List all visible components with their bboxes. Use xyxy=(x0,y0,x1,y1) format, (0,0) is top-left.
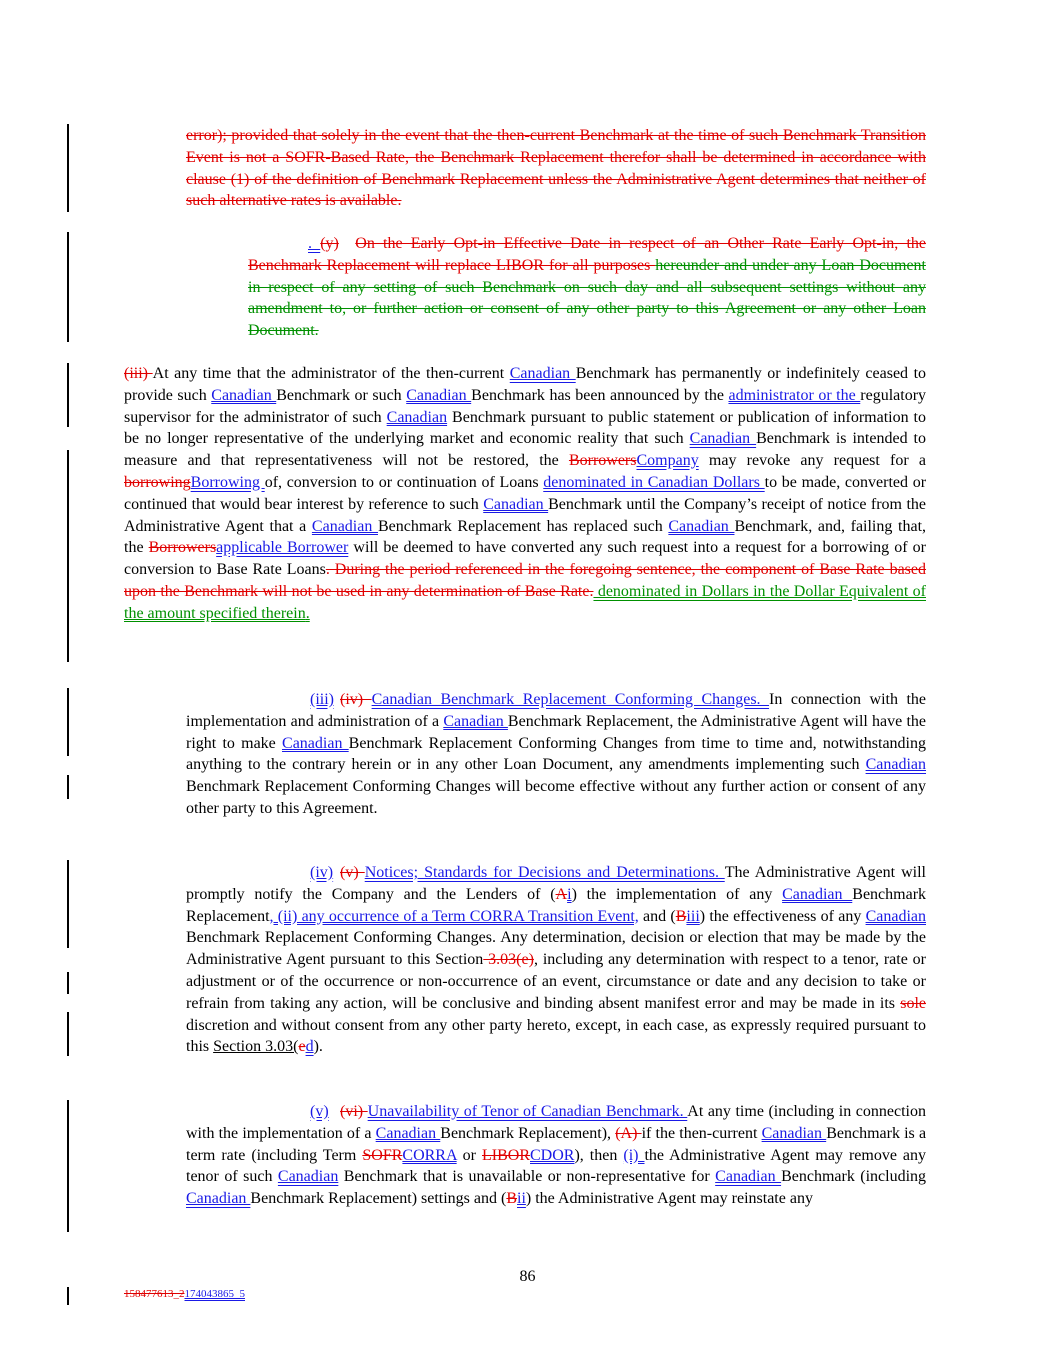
deleted-text: SOFR xyxy=(362,1146,403,1164)
section-number: (v) xyxy=(310,1103,329,1120)
text: ), then xyxy=(574,1146,624,1164)
moved-inserted-text: denominated in Dollars in the Dollar Equivalent of the amount specified therein xyxy=(124,582,926,622)
inserted-text: Canadian xyxy=(311,517,378,535)
deleted-text: . During the period referenced in the foregoing sentence, the component of Base Rate based upon the Benchmark will not be used in any determination of Base Rate. xyxy=(124,561,927,600)
moved-paragraph-y xyxy=(248,233,926,342)
inserted-text: Company xyxy=(636,452,699,470)
inserted-text: denominated in Canadian Dollars xyxy=(543,473,765,491)
change-bar xyxy=(67,1012,69,1056)
text: At any time (including in connection with the implementation of a xyxy=(186,1103,926,1142)
inserted-text: Canadian xyxy=(782,885,853,903)
text: Benchmark Replacement xyxy=(186,885,927,925)
text: may revoke any request for a xyxy=(698,452,927,470)
section-unavailability-of-tenor xyxy=(186,1101,926,1210)
inserted-text: , (ii) any occurrence of a Term CORRA Transition Event, xyxy=(269,907,639,925)
inserted-text: . xyxy=(308,235,321,252)
text: discretion and without consent from any other party hereto, except, in each case, as expressly required pursuant to this xyxy=(186,1016,926,1056)
inserted-text: Canadian xyxy=(668,517,735,535)
deleted-text: error); xyxy=(186,127,232,144)
page-number: 86 xyxy=(519,1268,536,1285)
text: Benchmark has been announced by the xyxy=(471,386,729,404)
text: ) the Administrative Agent may reinstate any xyxy=(525,1190,813,1208)
moved-text: hereunder and under any Loan Document in respect of any setting of such Benchmark on such day and all subsequent settings without any amendment to, or further action or consent of any other party to this Agreement or any other Loan Document. xyxy=(248,256,926,340)
text: if the then-current xyxy=(641,1124,762,1142)
inserted-text: d xyxy=(305,1038,314,1056)
text: Benchmark pursuant to public statement or publication of information to be no longer representative of the underlying market and economic reality that such xyxy=(124,408,927,448)
text: , including any determination with respect to a tenor, rate or adjustment or of the occurrence or non-occurrence of an event, circumstance or date and any decision to take or refrain from taking any action, will be conclusive and binding absent manifest error and may be made in its xyxy=(186,951,927,1012)
text: to be made, converted or continued that would bear interest by reference to such xyxy=(124,473,927,513)
change-bar xyxy=(67,450,69,662)
section-heading: Notices; Standards for Decisions and Determinations. xyxy=(364,864,725,881)
text: Benchmark Replacement), xyxy=(440,1124,616,1142)
section-heading: Canadian Benchmark Replacement Conforming Changes. xyxy=(371,691,770,708)
inserted-text: CDOR xyxy=(530,1146,575,1164)
deleted-label-y: (y) xyxy=(320,235,339,252)
section-conforming-changes xyxy=(186,689,926,820)
deleted-text: Borrowers xyxy=(568,452,637,470)
text: Benchmark until the Company’s receipt of notice from the Administrative Agent that a xyxy=(124,495,927,535)
change-bar xyxy=(67,363,69,427)
inserted-text: Canadian xyxy=(277,1168,339,1186)
text: Benchmark Replacement Conforming Changes. Any determination, decision or election that may be made by the Administrative Agent pursuant to this Section xyxy=(186,929,926,969)
change-bar xyxy=(67,972,69,994)
change-bar xyxy=(67,124,69,212)
text: Benchmark Replacement Conforming Changes from time to time and, notwithstanding anything to the contrary herein or in any other Loan Document, any amendments implementing such xyxy=(186,734,926,774)
text: or xyxy=(456,1146,482,1164)
deleted-text: On the Early Opt-in Effective Date in respect of an Other Rate Early Opt-in, the Benchmark Replacement will replace LIBOR for all purposes xyxy=(248,235,927,274)
change-bar xyxy=(67,860,69,948)
text: Benchmark Replacement has replaced such xyxy=(378,517,669,535)
deleted-paragraph-provided xyxy=(186,125,926,212)
inserted-text: Canadian xyxy=(865,756,926,774)
deleted-text: that solely in the event that the then-current Benchmark at the time of such Benchmark Transition Event is not a SOFR-Based Rate, the Benchmark Replacement therefor shall be determined in accordance with clause (1) of the definition of Benchmark Replacement unless the Administrative Agent determines that neither of such alternative rates is available. xyxy=(186,127,927,210)
deleted-text: (A) xyxy=(615,1124,642,1142)
change-bar xyxy=(67,775,69,799)
inserted-text: ii xyxy=(517,1190,526,1208)
text: ) the effectiveness of any xyxy=(699,907,866,925)
inserted-text: Canadian xyxy=(375,1124,441,1142)
paragraph-benchmark-ceased xyxy=(124,363,926,625)
inserted-text: Canadian xyxy=(211,386,277,404)
text: of, conversion to or continuation of Loans xyxy=(264,473,544,491)
text: Benchmark (including xyxy=(781,1168,927,1186)
deleted-text: (iii) xyxy=(124,365,153,382)
text: Benchmark, and, failing that, the xyxy=(124,517,927,557)
text: Benchmark is intended to measure and that representativeness will not be restored, the xyxy=(124,430,927,470)
document-id-footer xyxy=(124,1288,245,1300)
deleted-text: A xyxy=(555,885,568,903)
inserted-text: Canadian xyxy=(386,408,448,426)
text: At any time that the administrator of the then-current xyxy=(152,365,510,382)
text: Benchmark or such xyxy=(276,386,407,404)
section-number: (iv) xyxy=(310,864,334,881)
text: Benchmark Replacement Conforming Changes will become effective without any further action or consent of any other party to this Agreement. xyxy=(186,778,926,817)
deleted-text: B xyxy=(675,907,687,925)
inserted-text: Canadian xyxy=(865,907,926,925)
inserted-text: Canadian xyxy=(509,365,576,382)
inserted-text: applicable Borrower xyxy=(216,539,349,557)
deleted-text-provided: provided xyxy=(231,127,289,144)
section-reference: Section 3.03( xyxy=(213,1038,299,1056)
text: ) the implementation of any xyxy=(571,885,783,903)
text: and ( xyxy=(638,907,676,925)
text: regulatory supervisor for the administrator of such xyxy=(124,386,927,426)
text: Benchmark is a term rate (including Term xyxy=(186,1124,927,1164)
inserted-text: Borrowing xyxy=(190,473,265,491)
inserted-text: Canadian xyxy=(406,386,472,404)
inserted-text: i xyxy=(567,885,572,903)
text: Benchmark Replacement) settings and ( xyxy=(250,1190,507,1208)
deleted-text: LIBOR xyxy=(482,1146,530,1164)
deleted-text: Borrowers xyxy=(148,539,217,557)
section-heading: Unavailability of Tenor of Canadian Benchmark. xyxy=(367,1103,688,1120)
deleted-doc-id: 158477613_2 xyxy=(124,1288,185,1300)
text: The Administrative Agent will promptly notify the Company and the Lenders of ( xyxy=(186,864,926,903)
change-bar xyxy=(67,1100,69,1232)
text: ). xyxy=(313,1038,323,1056)
inserted-text: Canadian xyxy=(715,1168,782,1186)
deleted-text: borrowing xyxy=(124,473,191,491)
text: . xyxy=(305,604,310,622)
change-bar xyxy=(67,688,69,756)
inserted-text: CORRA xyxy=(402,1146,457,1164)
deleted-text: (v) xyxy=(340,864,365,881)
change-bar xyxy=(67,232,69,342)
deleted-text: e xyxy=(298,1038,306,1056)
deleted-text: (iv) xyxy=(340,691,372,708)
inserted-text: Canadian xyxy=(483,495,549,513)
inserted-text: Canadian xyxy=(282,734,349,752)
inserted-text: (i) xyxy=(623,1146,645,1164)
text: the Administrative Agent may remove any tenor of such xyxy=(186,1146,927,1186)
inserted-doc-id: 174043865_5 xyxy=(184,1288,245,1300)
text: will be deemed to have converted any such request into a request for a borrowing of or conversion to Base Rate Loans xyxy=(124,539,926,579)
deleted-text: B xyxy=(506,1190,518,1208)
inserted-text: iii xyxy=(686,907,700,925)
text: Benchmark that is unavailable or non-representative for xyxy=(338,1168,716,1186)
deleted-text: (vi) xyxy=(340,1103,368,1120)
text: Benchmark Replacement, the Administrative Agent will have the right to make xyxy=(186,712,926,752)
text: Benchmark has permanently or indefinitely ceased to provide such xyxy=(124,365,927,404)
section-number: (iii) xyxy=(310,691,334,708)
inserted-text: Canadian xyxy=(443,712,508,730)
change-bar xyxy=(67,1287,69,1305)
text: In connection with the implementation and administration of a xyxy=(186,691,926,730)
inserted-text: Canadian xyxy=(689,430,757,448)
inserted-text: Canadian xyxy=(761,1124,827,1142)
deleted-text: sole xyxy=(900,994,926,1012)
deleted-text: 3.03(e) xyxy=(483,951,534,969)
inserted-text: administrator or the xyxy=(728,386,861,404)
section-notices-standards xyxy=(186,862,926,1058)
inserted-text: Canadian xyxy=(186,1190,251,1208)
